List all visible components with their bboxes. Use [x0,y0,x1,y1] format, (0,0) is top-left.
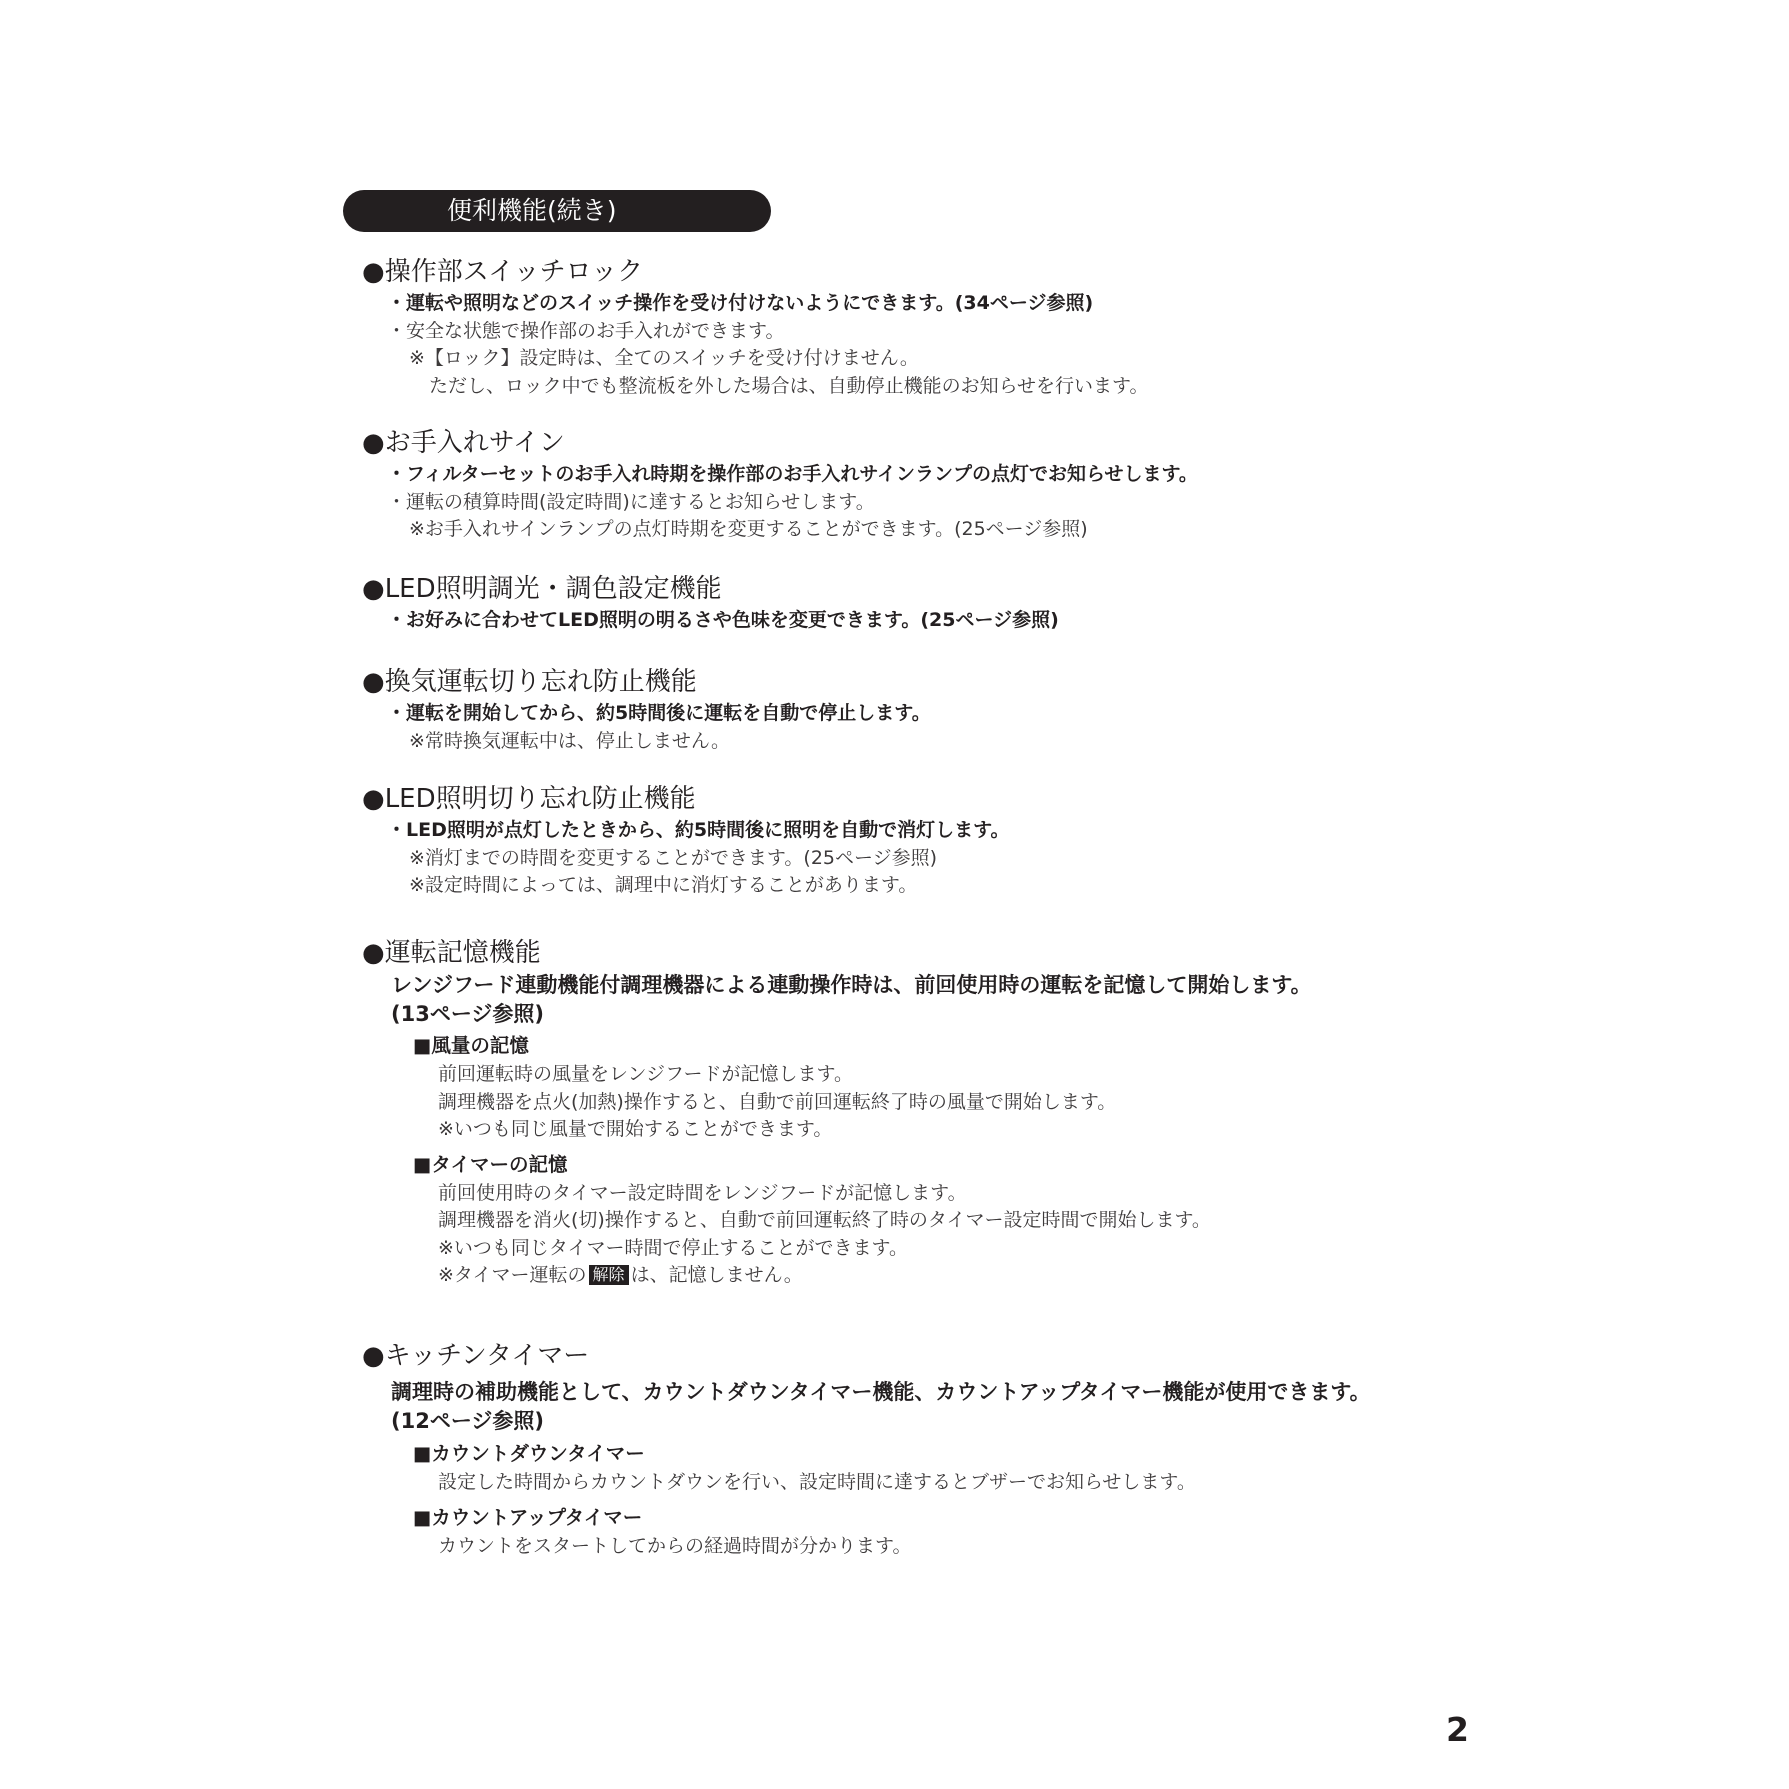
section-title: ●換気運転切り忘れ防止機能 [362,667,697,697]
section-title: ●運転記憶機能 [362,938,541,968]
bullet-circle-icon: ● [362,257,385,287]
section-switch-lock [362,254,1149,400]
memory-sub-timer: ■タイマーの記憶 [413,1152,568,1176]
care-line-1: ・フィルターセットのお手入れ時期を操作部のお手入れサインランプの点灯でお知らせします。 [387,463,1198,485]
section-operation-memory [362,935,1312,1290]
memory-timer-line-1: 前回使用時のタイマー設定時間をレンジフードが記憶します。 [438,1181,967,1204]
led-off-line-1: ・LED照明が点灯したときから、約5時間後に照明を自動で消灯します。 [387,819,1010,841]
section-header-title: 便利機能(続き) [447,196,617,225]
memory-timer-line-4: ※タイマー運転の 解除 は、記憶しません。 [438,1264,803,1286]
led-off-line-3: ※設定時間によっては、調理中に消灯することがあります。 [409,874,918,896]
lock-line-3: ※【ロック】設定時は、全てのスイッチを受け付けません。 [409,347,919,369]
section-kitchen-timer [362,1338,1371,1560]
section-title: ●操作部スイッチロック [362,257,644,287]
memory-sub-airflow: ■風量の記憶 [413,1034,529,1057]
timer-para-2: (12ページ参照) [391,1409,544,1433]
lock-line-2: ・安全な状態で操作部のお手入れができます。 [387,319,785,342]
memory-timer-line-3: ※いつも同じタイマー時間で停止することができます。 [438,1236,909,1259]
memory-para-2: (13ページ参照) [391,1002,544,1026]
bullet-circle-icon: ● [362,784,385,814]
lock-line-1: ・運転や照明などのスイッチ操作を受け付けないようにできます。(34ページ参照) [387,292,1094,314]
bullet-circle-icon: ● [362,1341,385,1371]
section-header-pill [343,190,771,232]
timer-sub-countup: ■カウントアップタイマー [413,1505,643,1529]
timer-countdown-line-1: 設定した時間からカウントダウンを行い、設定時間に達するとブザーでお知らせします。 [438,1471,1196,1493]
led-dim-line-1: ・お好みに合わせてLED照明の明るさや色味を変更できます。(25ページ参照) [387,609,1059,631]
care-line-3: ※お手入れサインランプの点灯時期を変更することができます。(25ページ参照) [409,518,1088,540]
bullet-circle-icon: ● [362,938,385,968]
memory-timer-line-2: 調理機器を消火(切)操作すると、自動で前回運転終了時のタイマー設定時間で開始します。 [438,1209,1211,1231]
bullet-circle-icon: ● [362,574,385,604]
memory-para-1: レンジフード連動機能付調理機器による連動操作時は、前回使用時の運転を記憶して開始します。 [391,973,1312,997]
section-title: ●LED照明調光・調色設定機能 [362,574,722,604]
timer-sub-countdown: ■カウントダウンタイマー [413,1442,645,1465]
timer-para-1: 調理時の補助機能として、カウントダウンタイマー機能、カウントアップタイマー機能が使用できます。 [391,1380,1371,1404]
memory-airflow-line-2: 調理機器を点火(加熱)操作すると、自動で前回運転終了時の風量で開始します。 [438,1090,1117,1113]
memory-airflow-line-1: 前回運転時の風量をレンジフードが記憶します。 [438,1063,853,1085]
section-title: ●お手入れサイン [362,428,565,458]
section-vent-auto-off [362,664,931,755]
bullet-circle-icon: ● [362,428,385,458]
bullet-circle-icon: ● [362,667,385,697]
vent-off-line-2: ※常時換気運転中は、停止しません。 [409,729,731,752]
care-line-2: ・運転の積算時間(設定時間)に達するとお知らせします。 [387,490,875,513]
timer-countup-line-1: カウントをスタートしてからの経過時間が分かります。 [438,1534,912,1557]
led-off-line-2: ※消灯までの時間を変更することができます。(25ページ参照) [409,846,938,869]
section-led-auto-off [362,781,1010,900]
section-title: ●LED照明切り忘れ防止機能 [362,784,696,814]
release-key-label: 解除 [589,1265,629,1285]
section-care-sign [362,425,1198,544]
page-number: 2 [1446,1710,1469,1749]
vent-off-line-1: ・運転を開始してから、約5時間後に運転を自動で停止します。 [387,702,931,724]
section-led-dimming [362,571,1059,635]
memory-airflow-line-3: ※いつも同じ風量で開始することができます。 [438,1118,833,1140]
lock-line-4: ただし、ロック中でも整流板を外した場合は、自動停止機能のお知らせを行います。 [429,374,1149,397]
section-title: ●キッチンタイマー [362,1341,590,1371]
